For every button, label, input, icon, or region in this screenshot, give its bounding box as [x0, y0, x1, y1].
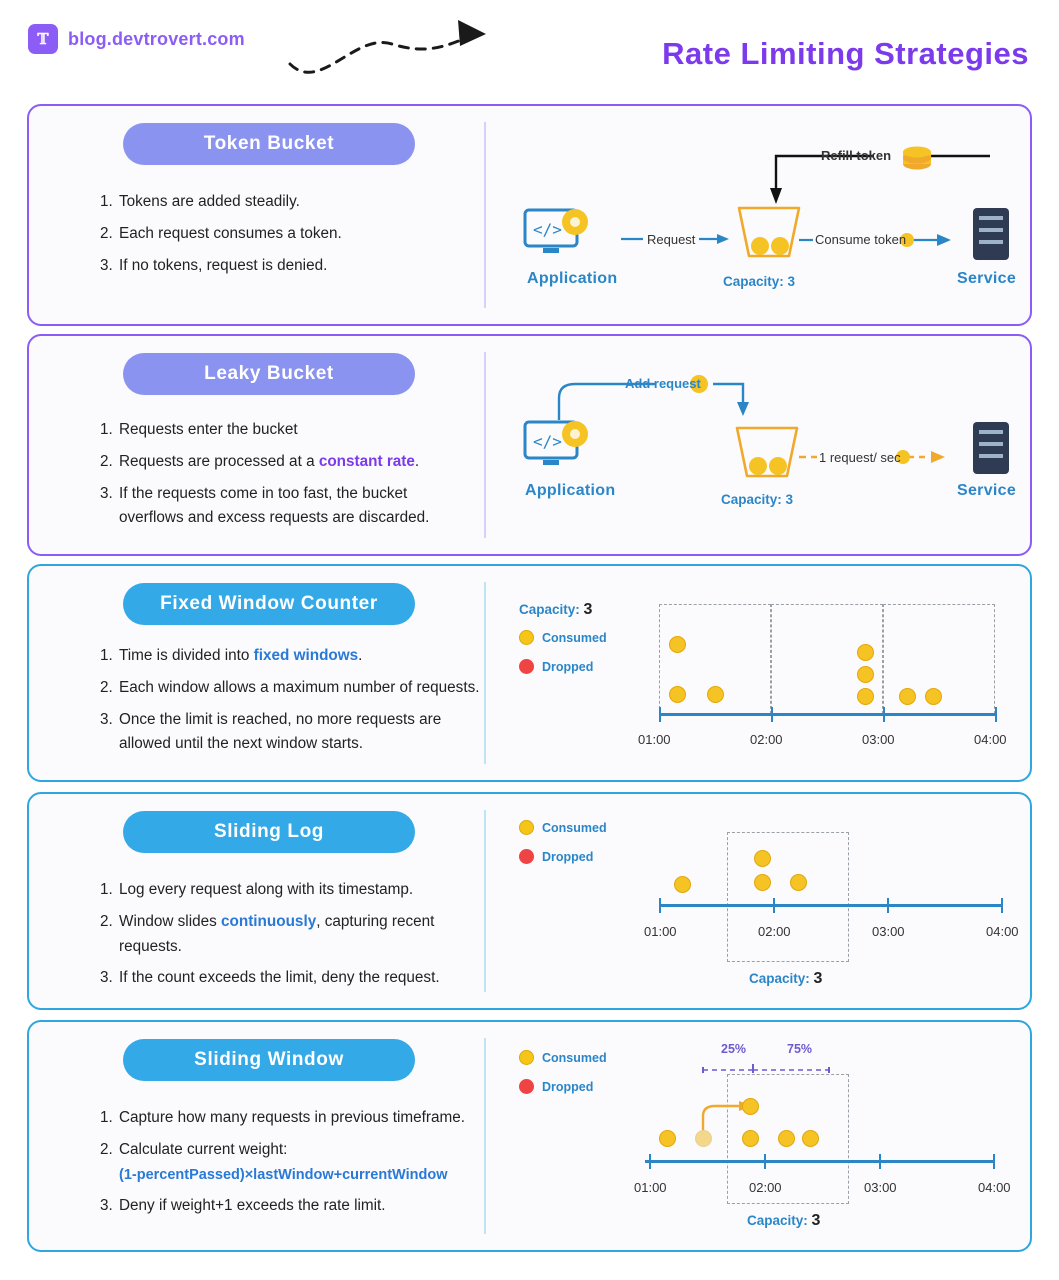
axis-tick: [659, 707, 661, 722]
card-divider: [484, 810, 486, 992]
time-label: 01:00: [638, 732, 671, 747]
token: [857, 644, 874, 661]
list-item: 2. Calculate current weight: (1-percentPassed)×lastWindow+currentWindow: [117, 1138, 485, 1188]
consume-token-label: Consume token: [815, 232, 907, 247]
token: [742, 1098, 759, 1115]
token: [778, 1130, 795, 1147]
steps-sliding-window: [95, 1106, 485, 1226]
token: [669, 636, 686, 653]
card-title-sliding-log: Sliding Log: [123, 811, 415, 853]
time-label: 02:00: [758, 924, 791, 939]
steps-token-bucket: [95, 190, 490, 285]
viz-fixed-window: [499, 566, 1059, 780]
legend-consumed: Consumed: [519, 1050, 607, 1065]
bucket-icon: [729, 422, 805, 484]
time-label: 03:00: [872, 924, 905, 939]
viz-token-bucket: [499, 106, 1059, 324]
add-request-arrow-icon: [547, 358, 777, 428]
token: [925, 688, 942, 705]
timeline-axis: [645, 1160, 995, 1163]
consumed-dot-icon: [519, 1050, 534, 1065]
axis-tick: [883, 707, 885, 722]
capacity-label: Capacity: 3: [723, 274, 796, 289]
application-icon: [521, 206, 595, 262]
dropped-dot-icon: [519, 659, 534, 674]
card-fixed-window-counter: [27, 564, 1032, 782]
application-label: Application: [525, 482, 616, 499]
token: [674, 876, 691, 893]
card-sliding-log: [27, 792, 1032, 1010]
legend-dropped: Dropped: [519, 1079, 593, 1094]
brand[interactable]: [28, 24, 245, 54]
axis-tick: [773, 898, 775, 913]
logo-icon: 𝕋: [28, 24, 58, 54]
application-label: Application: [527, 270, 618, 287]
add-request-label: Add request: [625, 376, 701, 391]
axis-tick: [764, 1154, 766, 1169]
list-item: 3. Once the limit is reached, no more requests are allowed until the next window starts.: [117, 708, 495, 758]
list-item: 3. Deny if weight+1 exceeds the rate limit.: [117, 1194, 485, 1219]
list-item: 2. Each request consumes a token.: [117, 222, 490, 247]
percent-range-icon: [699, 1060, 859, 1074]
legend-dropped: Dropped: [519, 659, 593, 674]
list-item: 1. Log every request along with its timestamp.: [117, 878, 475, 903]
percent-right-label: 75%: [787, 1042, 813, 1056]
svg-text:</>: </>: [533, 220, 562, 239]
consumed-dot-icon: [519, 820, 534, 835]
page-header: [0, 0, 1059, 100]
card-title-token-bucket: Token Bucket: [123, 123, 415, 165]
list-item: 3. If the requests come in too fast, the bucket overflows and excess requests are discarded.: [117, 482, 473, 532]
time-label: 04:00: [974, 732, 1007, 747]
axis-tick: [995, 707, 997, 722]
service-icon: [965, 204, 1017, 264]
time-label: 03:00: [864, 1180, 897, 1195]
coin-stack-icon: [899, 138, 935, 174]
card-token-bucket: [27, 104, 1032, 326]
list-item: 3. If no tokens, request is denied.: [117, 254, 490, 279]
token: [659, 1130, 676, 1147]
list-item: 3. If the count exceeds the limit, deny the request.: [117, 966, 475, 991]
token: [857, 688, 874, 705]
token: [707, 686, 724, 703]
time-label: 02:00: [749, 1180, 782, 1195]
time-label: 01:00: [644, 924, 677, 939]
dropped-dot-icon: [519, 1079, 534, 1094]
list-item: 1. Requests enter the bucket: [117, 418, 473, 443]
page-title: Rate Limiting Strategies: [662, 36, 1029, 71]
curved-arrow-icon: [280, 14, 510, 84]
viz-sliding-window: [499, 1022, 1059, 1250]
time-label: 04:00: [978, 1180, 1011, 1195]
axis-tick: [879, 1154, 881, 1169]
list-item: 1. Capture how many requests in previous timeframe.: [117, 1106, 485, 1131]
token: [899, 688, 916, 705]
token: [742, 1130, 759, 1147]
token: [802, 1130, 819, 1147]
list-item: 2. Requests are processed at a constant rate.: [117, 450, 473, 475]
list-item: 1. Tokens are added steadily.: [117, 190, 490, 215]
bucket-icon: [731, 202, 807, 264]
timeline-axis: [659, 904, 1002, 907]
card-title-fixed-window: Fixed Window Counter: [123, 583, 415, 625]
rate-label: 1 request/ sec: [819, 450, 901, 465]
token: [790, 874, 807, 891]
dropped-dot-icon: [519, 849, 534, 864]
steps-fixed-window: [95, 644, 495, 764]
timeline-axis: [659, 713, 995, 716]
legend-dropped: Dropped: [519, 849, 593, 864]
viz-sliding-log: [499, 794, 1059, 1008]
list-item: 1. Time is divided into fixed windows.: [117, 644, 495, 669]
legend-consumed: Consumed: [519, 820, 607, 835]
capacity-label: Capacity: 3: [721, 492, 794, 507]
card-title-sliding-window: Sliding Window: [123, 1039, 415, 1081]
steps-leaky-bucket: [95, 418, 473, 538]
list-item: 2. Each window allows a maximum number of requests.: [117, 676, 495, 701]
sliding-window-box: [727, 832, 849, 962]
refill-token-label: Refill token: [821, 148, 892, 163]
axis-tick: [887, 898, 889, 913]
card-divider: [484, 352, 486, 538]
brand-label: blog.devtrovert.com: [68, 28, 245, 49]
steps-sliding-log: [95, 878, 475, 998]
service-icon: [965, 418, 1017, 478]
token: [754, 850, 771, 867]
token: [857, 666, 874, 683]
consumed-dot-icon: [519, 630, 534, 645]
time-label: 04:00: [986, 924, 1019, 939]
axis-tick: [659, 898, 661, 913]
axis-tick: [1001, 898, 1003, 913]
token-faded: [695, 1130, 712, 1147]
viz-leaky-bucket: [499, 336, 1059, 554]
service-label: Service: [957, 270, 1017, 287]
legend-consumed: Consumed: [519, 630, 607, 645]
card-leaky-bucket: [27, 334, 1032, 556]
capacity-label: Capacity: 3: [749, 970, 823, 987]
capacity-label: Capacity: 3: [519, 601, 593, 618]
time-label: 01:00: [634, 1180, 667, 1195]
token: [754, 874, 771, 891]
request-label: Request: [647, 232, 696, 247]
card-title-leaky-bucket: Leaky Bucket: [123, 353, 415, 395]
token: [669, 686, 686, 703]
service-label: Service: [957, 482, 1017, 499]
time-label: 02:00: [750, 732, 783, 747]
percent-left-label: 25%: [721, 1042, 747, 1056]
axis-tick: [649, 1154, 651, 1169]
capacity-label: Capacity: 3: [747, 1212, 821, 1229]
svg-text:</>: </>: [533, 432, 562, 451]
axis-tick: [771, 707, 773, 722]
list-item: 2. Window slides continuously, capturing recent requests.: [117, 910, 475, 960]
axis-tick: [993, 1154, 995, 1169]
time-label: 03:00: [862, 732, 895, 747]
card-sliding-window: [27, 1020, 1032, 1252]
